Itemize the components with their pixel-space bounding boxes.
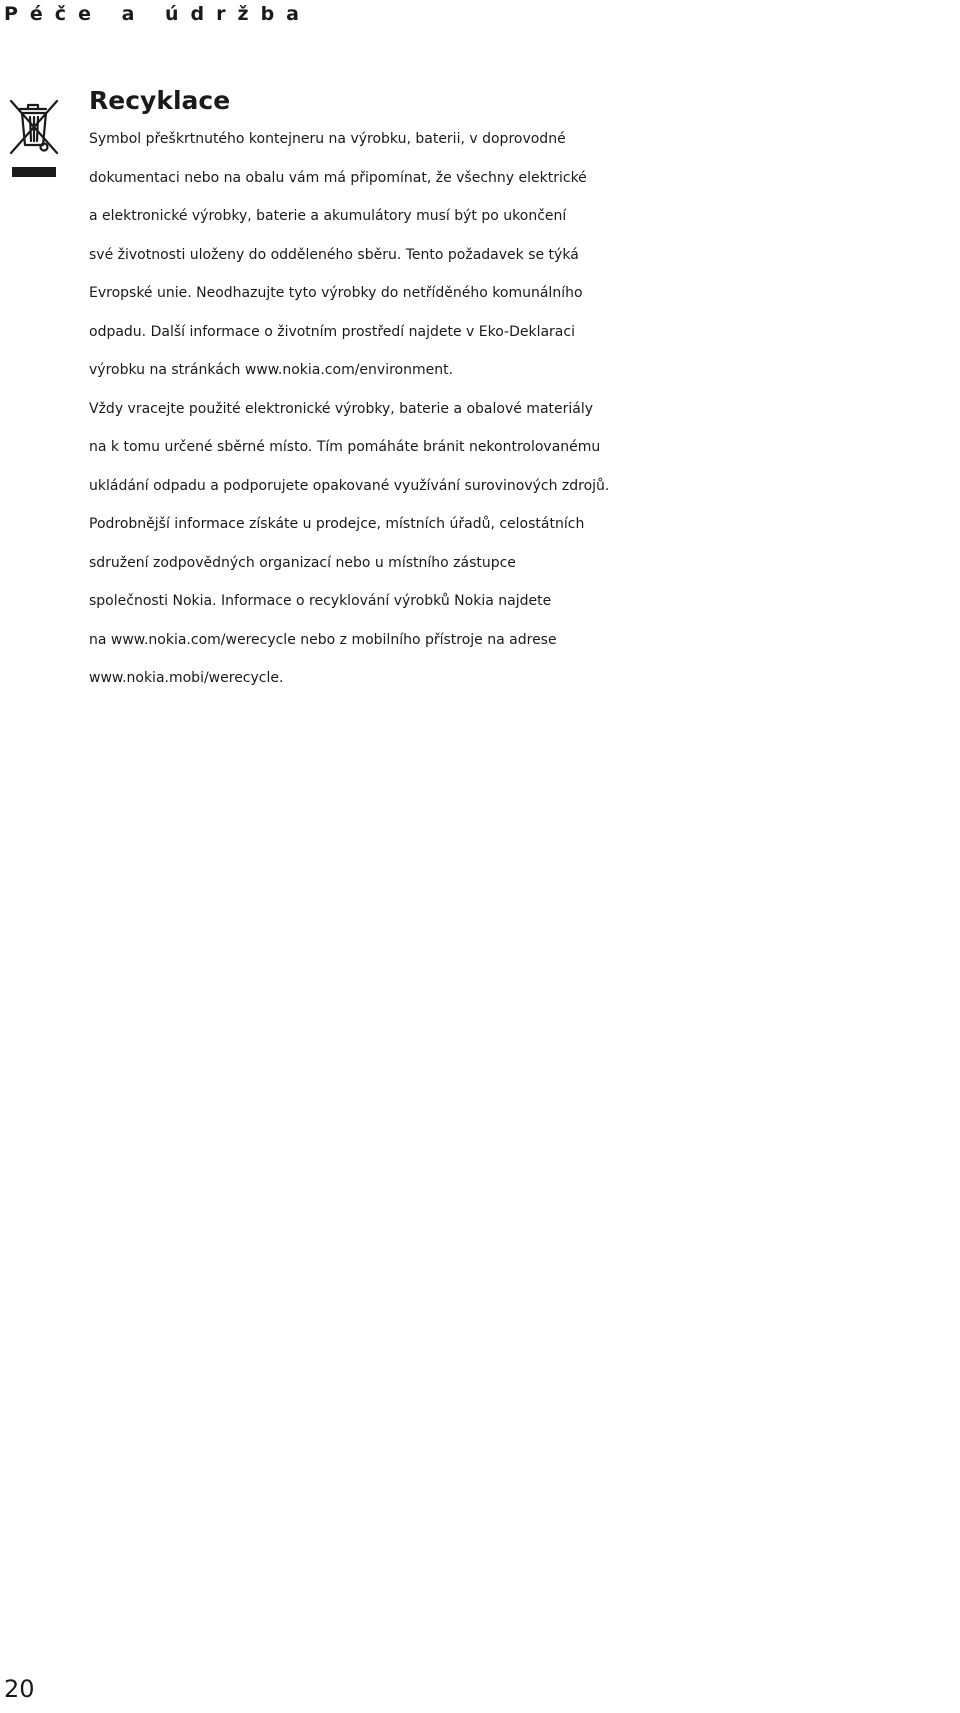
text-line: a elektronické výrobky, baterie a akumulátory musí být po ukončení: [89, 208, 567, 224]
text-line: společnosti Nokia. Informace o recyklování výrobků Nokia najdete: [89, 593, 552, 609]
text-line: www.nokia.mobi/werecycle.: [89, 670, 284, 686]
text-line: na k tomu určené sběrné místo. Tím pomáháte bránit nekontrolovanému: [89, 439, 601, 455]
text-line: dokumentaci nebo na obalu vám má připomínat, že všechny elektrické: [89, 169, 587, 186]
text-line: Vždy vracejte použité elektronické výrobky, baterie a obalové materiály: [89, 400, 594, 417]
text-line: Evropské unie. Neodhazujte tyto výrobky do netříděného komunálního: [89, 285, 583, 301]
paragraph-return-info: [89, 390, 949, 698]
text-line: Symbol přeškrtnutého kontejneru na výrobku, baterii, v doprovodné: [89, 131, 566, 147]
page-number: 20: [4, 1675, 35, 1703]
text-line: sdružení zodpovědných organizací nebo u místního zástupce: [89, 554, 516, 571]
section-heading: Recyklace: [89, 86, 231, 115]
recycling-section: [89, 82, 949, 698]
text-line: odpadu. Další informace o životním prostředí najdete v Eko-Deklaraci: [89, 323, 575, 340]
running-header: Péče a údržba: [4, 3, 311, 25]
crossed-out-wheelie-bin-icon: [6, 95, 62, 179]
text-line: své životnosti uloženy do odděleného sběru. Tento požadavek se týká: [89, 246, 579, 263]
text-line: ukládání odpadu a podporujete opakované využívání surovinových zdrojů.: [89, 477, 610, 494]
text-line: výrobku na stránkách www.nokia.com/environment.: [89, 362, 454, 378]
text-line: Podrobnější informace získáte u prodejce, místních úřadů, celostátních: [89, 516, 585, 532]
text-line: na www.nokia.com/werecycle nebo z mobilního přístroje na adrese: [89, 631, 557, 648]
paragraph-symbol-info: [89, 120, 949, 390]
